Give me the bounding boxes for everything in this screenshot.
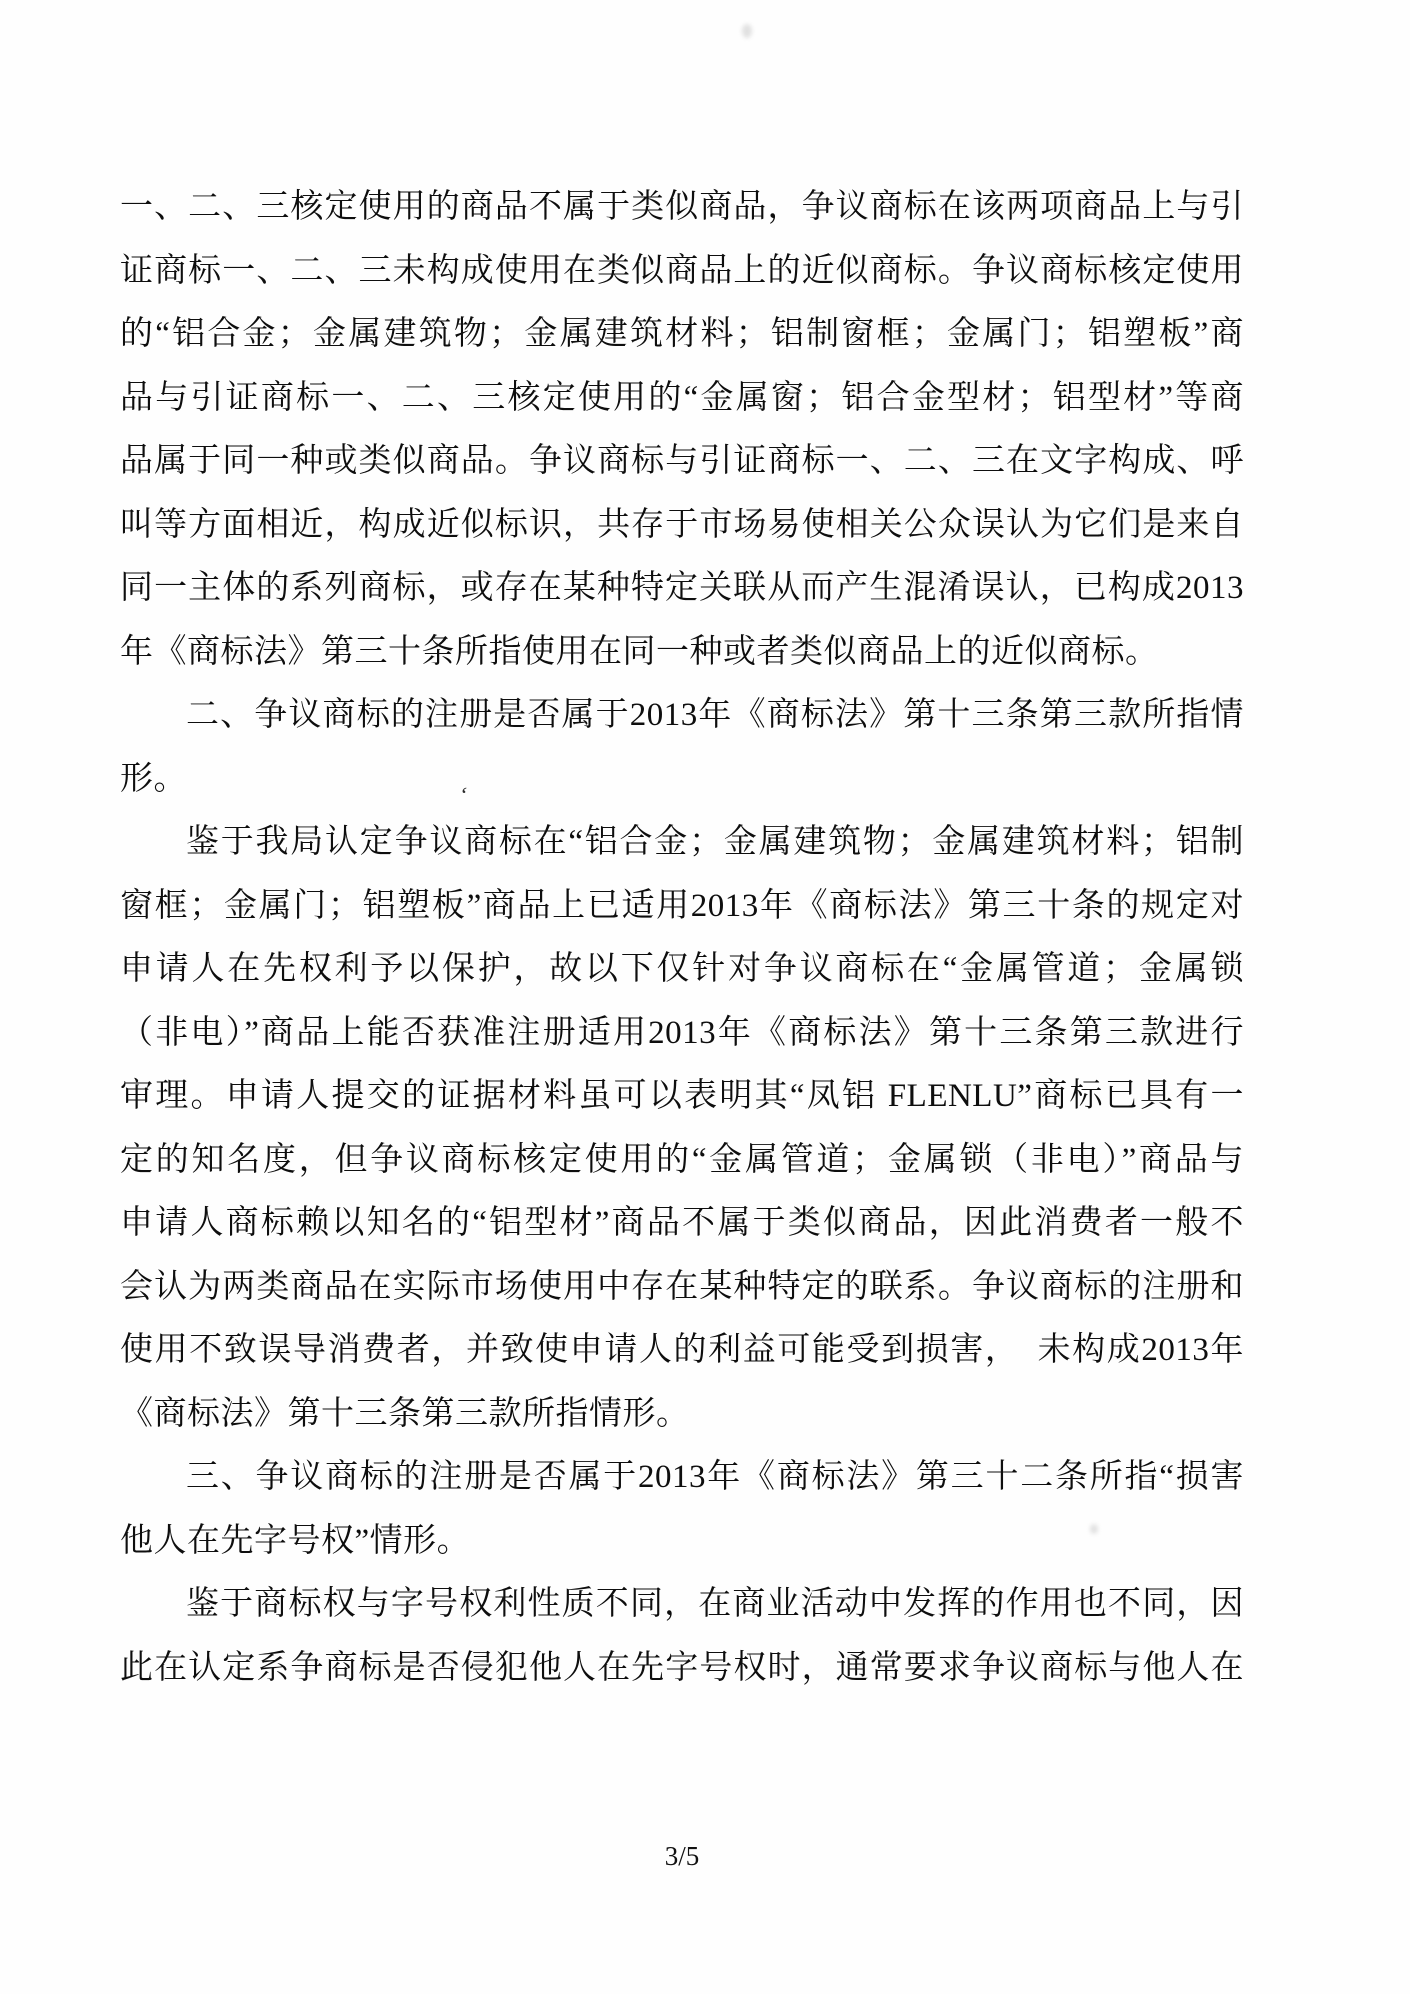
scan-artifact <box>742 24 752 38</box>
text-line: 叫等方面相近，构成近似标识，共存于市场易使相关公众误认为它们是来自 <box>120 506 1244 543</box>
text-line: 形。 <box>120 760 187 797</box>
text-line: 品与引证商标一、二、三核定使用的“金属窗；铝合金型材；铝型材”等商 <box>120 379 1244 416</box>
text-line: 会认为两类商品在实际市场使用中存在某种特定的联系。争议商标的注册和 <box>120 1268 1244 1305</box>
stray-mark-artifact: ʻ <box>458 781 470 808</box>
text-line: 二、争议商标的注册是否属于2013年《商标法》第十三条第三款所指情 <box>186 697 1244 733</box>
text-line: 窗框；金属门；铝塑板”商品上已适用2013年《商标法》第三十条的规定对 <box>120 887 1244 924</box>
text-line: 定的知名度，但争议商标核定使用的“金属管道；金属锁（非电）”商品与 <box>120 1141 1244 1178</box>
text-line: 年《商标法》第三十条所指使用在同一种或者类似商品上的近似商标。 <box>120 633 1159 670</box>
text-line: 鉴于商标权与字号权利性质不同，在商业活动中发挥的作用也不同，因 <box>186 1586 1244 1622</box>
text-line: 的“铝合金；金属建筑物；金属建筑材料；铝制窗框；金属门；铝塑板”商 <box>120 316 1244 352</box>
text-line: 使用不致误导消费者，并致使申请人的利益可能受到损害， 未构成2013年 <box>120 1332 1244 1368</box>
text-line: 申请人在先权利予以保护，故以下仅针对争议商标在“金属管道；金属锁 <box>120 951 1244 987</box>
text-line: 鉴于我局认定争议商标在“铝合金；金属建筑物；金属建筑材料；铝制 <box>186 824 1244 860</box>
text-line: 《商标法》第十三条第三款所指情形。 <box>120 1395 690 1432</box>
document-text <box>120 176 1244 1700</box>
text-line: 一、二、三核定使用的商品不属于类似商品，争议商标在该两项商品上与引 <box>120 189 1244 225</box>
text-line: 同一主体的系列商标，或存在某种特定关联从而产生混淆误认，已构成2013 <box>120 570 1244 606</box>
text-line: （非电）”商品上能否获准注册适用2013年《商标法》第十三条第三款进行 <box>120 1014 1244 1051</box>
text-line: 此在认定系争商标是否侵犯他人在先字号权时，通常要求争议商标与他人在 <box>120 1649 1244 1686</box>
text-line: 品属于同一种或类似商品。争议商标与引证商标一、二、三在文字构成、呼 <box>120 443 1244 479</box>
text-line: 审理。申请人提交的证据材料虽可以表明其“凤铝 FLENLU”商标已具有一 <box>120 1078 1244 1114</box>
text-line: 证商标一、二、三未构成使用在类似商品上的近似商标。争议商标核定使用 <box>120 252 1244 289</box>
text-line: 他人在先字号权”情形。 <box>120 1522 471 1559</box>
page-number: 3/5 <box>664 1841 700 1871</box>
text-line: 三、争议商标的注册是否属于2013年《商标法》第三十二条所指“损害 <box>186 1459 1244 1495</box>
text-line: 申请人商标赖以知名的“铝型材”商品不属于类似商品，因此消费者一般不 <box>120 1205 1244 1241</box>
